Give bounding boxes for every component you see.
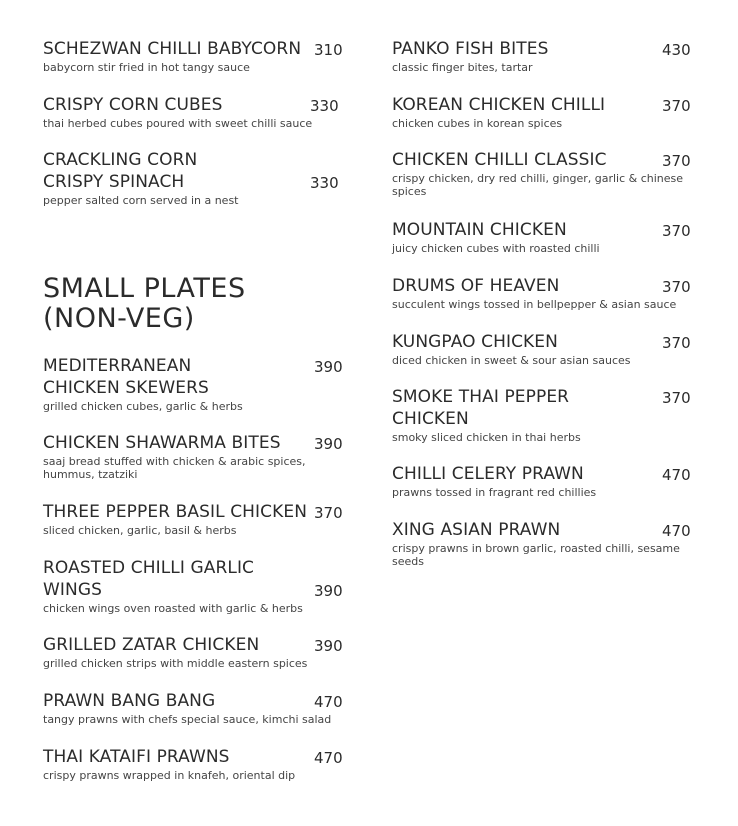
item-description-line-2: hummus, tzatziki [43, 468, 138, 481]
item-name-line-1: SMOKE THAI PEPPER [392, 387, 570, 407]
item-name-line-2: WINGS [43, 580, 103, 600]
item-description: tangy prawns with chefs special sauce, kimchi salad [43, 713, 332, 726]
item-name: SCHEZWAN CHILLI BABYCORN [43, 39, 302, 59]
item-name: MOUNTAIN CHICKEN [392, 220, 567, 240]
section-title [43, 274, 246, 334]
item-name: KOREAN CHICKEN CHILLI [392, 95, 606, 115]
item-price: 390 [314, 582, 343, 600]
item-name: CHICKEN CHILLI CLASSIC [392, 150, 607, 170]
item-price: 370 [662, 222, 691, 240]
item-description: prawns tossed in fragrant red chillies [392, 486, 597, 499]
item-price: 470 [662, 522, 691, 540]
item-description: classic finger bites, tartar [392, 61, 533, 74]
item-description-line-1: crispy chicken, dry red chilli, ginger, garlic & chinese [392, 172, 684, 185]
item-price: 370 [662, 334, 691, 352]
item-price: 430 [662, 41, 691, 59]
menu-item-chicken-chilli-classic [392, 149, 692, 198]
item-name: THAI KATAIFI PRAWNS [43, 747, 230, 767]
item-price: 470 [314, 749, 343, 767]
item-name: KUNGPAO CHICKEN [392, 332, 558, 352]
menu-item-crackling-corn-crispy-spinach [43, 149, 343, 207]
item-description: crispy prawns wrapped in knafeh, oriental dip [43, 769, 296, 782]
item-description-line-2: spices [392, 185, 427, 198]
item-description: pepper salted corn served in a nest [43, 194, 239, 207]
item-name-line-2: CHICKEN [392, 409, 469, 429]
item-description: juicy chicken cubes with roasted chilli [392, 242, 600, 255]
section-title-line-1: SMALL PLATES [43, 273, 246, 304]
item-name: CHILLI CELERY PRAWN [392, 464, 584, 484]
menu-item-chicken-shawarma-bites [43, 432, 343, 481]
menu-item-mediterranean-chicken-skewers [43, 355, 343, 413]
item-description: thai herbed cubes poured with sweet chilli sauce [43, 117, 313, 130]
item-description: smoky sliced chicken in thai herbs [392, 431, 581, 444]
item-price: 370 [662, 389, 691, 407]
menu-item-prawn-bang-bang [43, 690, 343, 726]
section-title-line-2: (NON-VEG) [43, 303, 195, 334]
item-description-line-1: crispy prawns in brown garlic, roasted chilli, sesame [392, 542, 680, 555]
menu-item-chilli-celery-prawn [392, 463, 692, 499]
item-price: 330 [310, 174, 339, 192]
item-description-line-1: saaj bread stuffed with chicken & arabic spices, [43, 455, 306, 468]
item-description: grilled chicken cubes, garlic & herbs [43, 400, 243, 413]
menu-item-korean-chicken-chilli [392, 94, 692, 130]
item-price: 390 [314, 637, 343, 655]
item-price: 470 [314, 693, 343, 711]
item-price: 370 [662, 152, 691, 170]
item-description: chicken wings oven roasted with garlic & herbs [43, 602, 303, 615]
item-description: sliced chicken, garlic, basil & herbs [43, 524, 237, 537]
item-name-line-1: MEDITERRANEAN [43, 356, 192, 376]
item-name-line-1: CRACKLING CORN [43, 150, 198, 170]
item-description: diced chicken in sweet & sour asian sauces [392, 354, 631, 367]
item-name-line-2: CHICKEN SKEWERS [43, 378, 209, 398]
menu-item-kungpao-chicken [392, 331, 692, 367]
item-name: GRILLED ZATAR CHICKEN [43, 635, 260, 655]
item-name: XING ASIAN PRAWN [392, 520, 561, 540]
item-name: CHICKEN SHAWARMA BITES [43, 433, 281, 453]
menu-item-drums-of-heaven [392, 275, 692, 311]
menu-item-roasted-chilli-garlic-wings [43, 557, 343, 615]
item-description: chicken cubes in korean spices [392, 117, 563, 130]
item-price: 370 [662, 278, 691, 296]
item-name-line-1: ROASTED CHILLI GARLIC [43, 558, 255, 578]
item-price: 370 [314, 504, 343, 522]
item-name: PRAWN BANG BANG [43, 691, 216, 711]
menu-item-smoke-thai-pepper-chicken [392, 386, 692, 444]
menu-item-mountain-chicken [392, 219, 692, 255]
item-price: 330 [310, 97, 339, 115]
item-price: 370 [662, 97, 691, 115]
item-description: succulent wings tossed in bellpepper & asian sauce [392, 298, 677, 311]
menu-item-thai-kataifi-prawns [43, 746, 343, 782]
item-price: 390 [314, 358, 343, 376]
menu-item-crispy-corn-cubes [43, 94, 343, 130]
item-name-line-2: CRISPY SPINACH [43, 172, 185, 192]
menu-item-grilled-zatar-chicken [43, 634, 343, 670]
item-description-line-2: seeds [392, 555, 424, 568]
item-name: CRISPY CORN CUBES [43, 95, 223, 115]
item-description: grilled chicken strips with middle eastern spices [43, 657, 308, 670]
menu-item-three-pepper-basil-chicken [43, 501, 343, 537]
item-name: DRUMS OF HEAVEN [392, 276, 560, 296]
menu-item-schezwan-chilli-babycorn [43, 38, 343, 74]
item-price: 390 [314, 435, 343, 453]
menu-item-xing-asian-prawn [392, 519, 692, 568]
item-name: PANKO FISH BITES [392, 39, 549, 59]
item-name: THREE PEPPER BASIL CHICKEN [43, 502, 308, 522]
item-price: 470 [662, 466, 691, 484]
menu-item-panko-fish-bites [392, 38, 692, 74]
item-price: 310 [314, 41, 343, 59]
item-description: babycorn stir fried in hot tangy sauce [43, 61, 250, 74]
